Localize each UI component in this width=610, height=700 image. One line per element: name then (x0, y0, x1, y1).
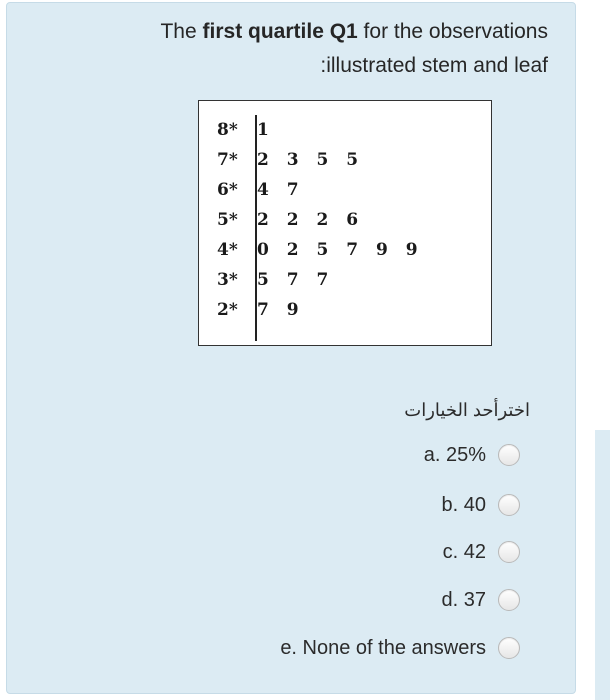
stem-value: 4* (217, 240, 238, 260)
stem-value: 5* (217, 210, 238, 230)
stem-value: 7* (217, 150, 238, 170)
radio-button[interactable] (498, 589, 520, 611)
choose-option-label: اخترأحد الخيارات (404, 400, 530, 420)
option-b[interactable] (442, 490, 520, 520)
leaf-values: 4 7 (257, 180, 305, 200)
stem-leaf-plot (198, 100, 492, 346)
option-d[interactable] (442, 585, 520, 615)
option-label: a. 25% (423, 443, 486, 466)
stem-leaf-row (217, 235, 424, 265)
leaf-values: 2 3 5 5 (257, 150, 365, 170)
question-text-line1: The first quartile Q1 for the observations (160, 20, 548, 43)
stem-value: 2* (217, 300, 238, 320)
option-label: d. 37 (441, 588, 486, 611)
stem-leaf-row (217, 295, 305, 325)
stem-leaf-row (217, 145, 364, 175)
stem-value: 3* (217, 270, 238, 290)
background-strip (595, 430, 610, 700)
leaf-values: 7 9 (257, 300, 305, 320)
stem-leaf-row (217, 205, 364, 235)
option-label: b. 40 (441, 493, 486, 516)
leaf-values: 2 2 2 6 (257, 210, 365, 230)
stem-value: 8* (217, 120, 238, 140)
stem-leaf-row (217, 265, 334, 295)
option-label: e. None of the answers (280, 636, 486, 659)
stem-value: 6* (217, 180, 238, 200)
option-e[interactable] (280, 633, 520, 663)
radio-button[interactable] (498, 444, 520, 466)
option-label: c. 42 (442, 540, 486, 563)
leaf-values: 5 7 7 (257, 270, 335, 290)
radio-button[interactable] (498, 494, 520, 516)
radio-button[interactable] (498, 541, 520, 563)
stem-leaf-row (217, 115, 275, 145)
option-c[interactable] (443, 537, 520, 567)
stem-leaf-row (217, 175, 305, 205)
option-a[interactable] (424, 440, 520, 470)
question-emphasis: first quartile Q1 (202, 20, 358, 43)
radio-button[interactable] (498, 637, 520, 659)
leaf-values: 0 2 5 7 9 9 (257, 240, 424, 260)
question-text-line2: :illustrated stem and leaf (320, 54, 548, 77)
leaf-values: 1 (257, 120, 275, 140)
